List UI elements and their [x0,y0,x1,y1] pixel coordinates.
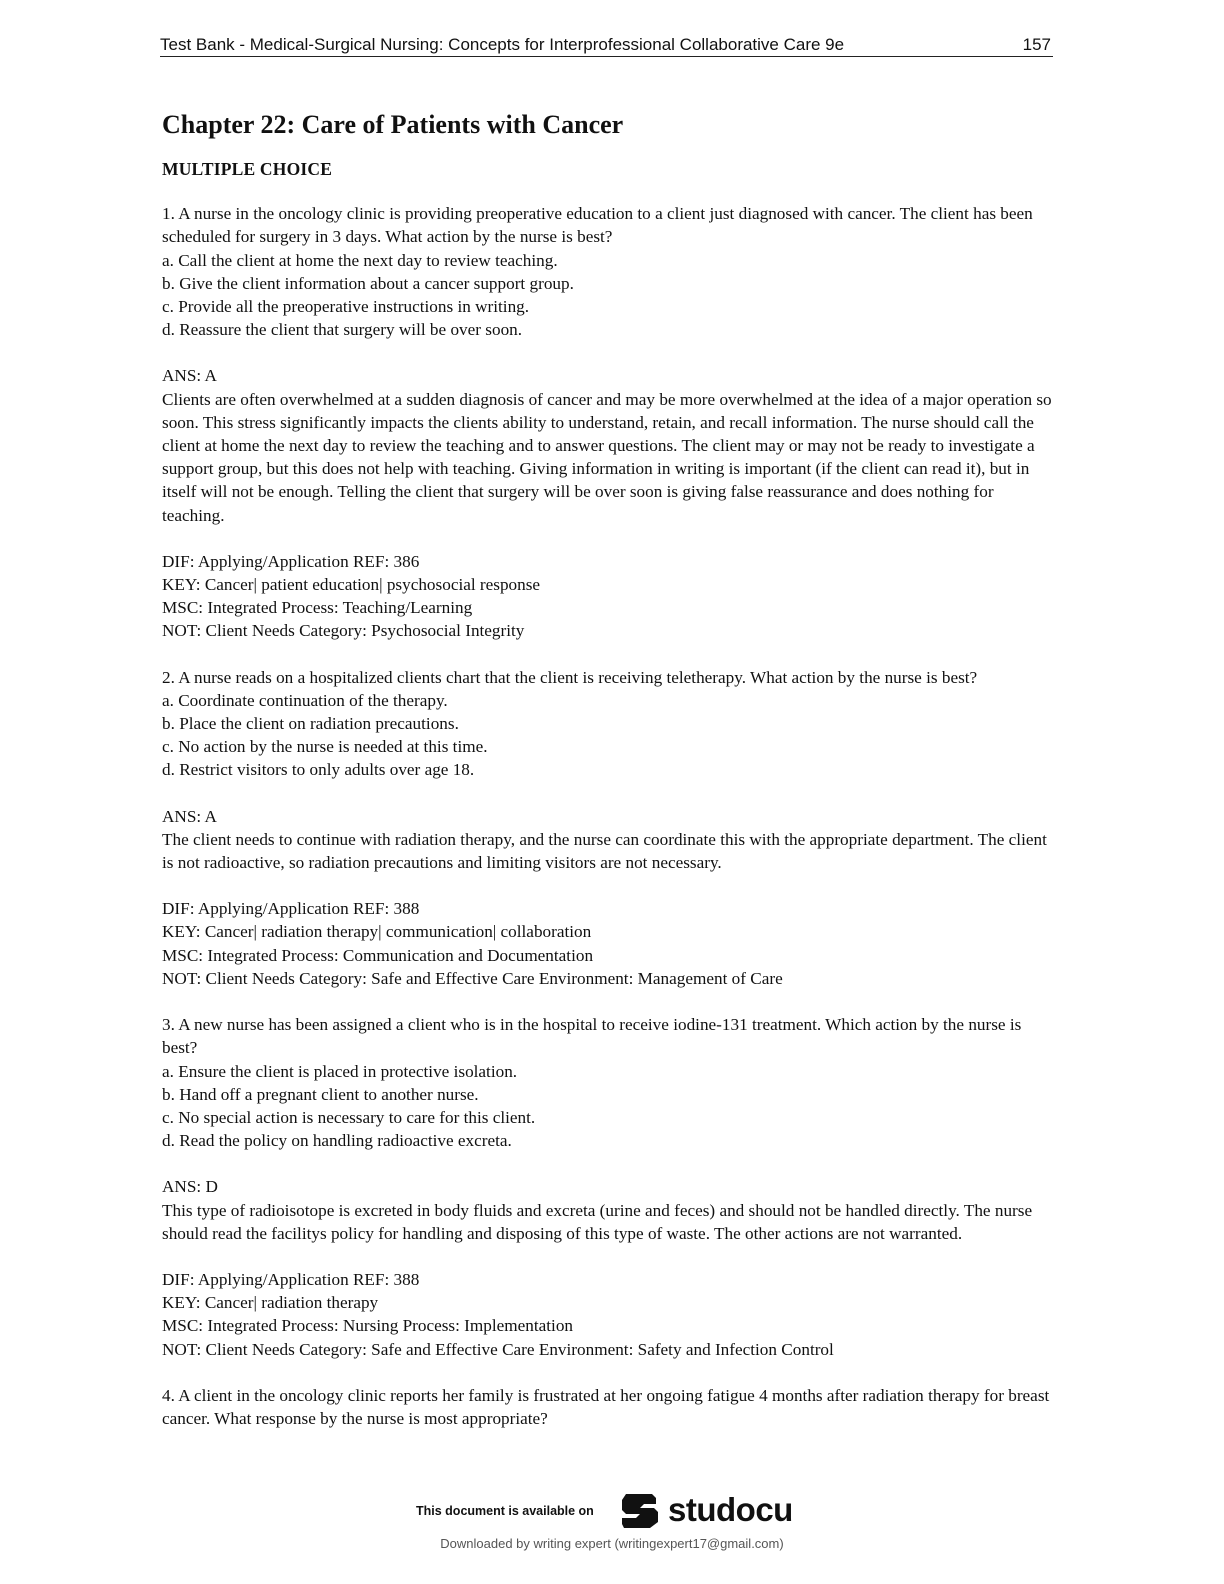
studocu-logo[interactable] [618,1490,793,1530]
difficulty-line: DIF: Applying/Application REF: 388 [162,899,420,919]
question-4 [162,1384,1058,1430]
question-stem: 1. A nurse in the oncology clinic is providing preoperative education to a client just diagnosed with cancer. The client has been scheduled for surgery in 3 days. What action by the nurse is best? [162,204,1033,247]
rationale: The client needs to continue with radiation therapy, and the nurse can coordinate this with the appropriate department. The client is not radioactive, so radiation precautions and limiting visitors are not necessary. [162,829,1047,873]
chapter-title: Chapter 22: Care of Patients with Cancer [162,110,624,139]
client-needs-line: NOT: Client Needs Category: Safe and Effective Care Environment: Management of Care [162,968,783,988]
answer-option: d. Read the policy on handling radioactive excreta. [162,1131,512,1151]
question-metadata [162,897,1058,990]
msc-line: MSC: Integrated Process: Teaching/Learning [162,598,473,618]
downloaded-by-text: Downloaded by writing expert (writingexpert17@gmail.com) [440,1536,784,1551]
keywords-line: KEY: Cancer| radiation therapy| communication| collaboration [162,922,592,942]
answer-label: ANS: A [162,806,217,826]
keywords-line: KEY: Cancer| patient education| psychosocial response [162,575,541,595]
answer-option: a. Call the client at home the next day to review teaching. [162,250,558,270]
question-2 [162,666,1058,990]
page-footer [0,1484,1224,1584]
studocu-wordmark: studocu [668,1491,793,1528]
answer-option: c. No special action is necessary to care for this client. [162,1107,536,1127]
answer-option: c. No action by the nurse is needed at this time. [162,737,488,757]
keywords-line: KEY: Cancer| radiation therapy [162,1293,379,1313]
msc-line: MSC: Integrated Process: Nursing Process: Implementation [162,1316,574,1336]
question-stem: 3. A new nurse has been assigned a client who is in the hospital to receive iodine-131 treatment. Which action by the nurse is best? [162,1015,1022,1058]
answer-block [162,805,1058,875]
page-header [160,34,1053,57]
difficulty-line: DIF: Applying/Application REF: 386 [162,551,420,571]
rationale: Clients are often overwhelmed at a sudden diagnosis of cancer and may be more overwhelmed at the idea of a major operation so soon. This stress significantly impacts the clients ability to understand, retain, and recall information. The nurse should call the client at home the next day to review the teaching and to answer questions. The client may or may not be ready to investigate a support group, but this does not help with teaching. Giving information in writing is important (if the client can read it), but in itself will not be enough. Telling the client that surgery will be over soon is giving false reassurance and does nothing for teaching. [162,389,1052,525]
answer-block [162,364,1058,526]
answer-option: b. Give the client information about a cancer support group. [162,273,574,293]
section-heading: MULTIPLE CHOICE [162,159,333,179]
answer-label: ANS: D [162,1177,218,1197]
question-1 [162,202,1058,642]
answer-option: d. Restrict visitors to only adults over age 18. [162,760,475,780]
answer-option: b. Place the client on radiation precautions. [162,714,459,734]
question-3 [162,1013,1058,1361]
question-stem: 2. A nurse reads on a hospitalized clients chart that the client is receiving teletherapy. What action by the nurse is best? [162,667,978,687]
answer-label: ANS: A [162,366,217,386]
page-number: 157 [1022,35,1051,54]
document-title: Test Bank - Medical-Surgical Nursing: Concepts for Interprofessional Collaborative Care 9e [160,35,845,54]
answer-option: a. Coordinate continuation of the therapy. [162,690,448,710]
answer-option: d. Reassure the client that surgery will be over soon. [162,320,523,340]
msc-line: MSC: Integrated Process: Communication and Documentation [162,945,594,965]
rationale: This type of radioisotope is excreted in body fluids and excreta (urine and feces) and should not be handled directly. The nurse should read the facilitys policy for handling and disposing of this type of waste. The other actions are not warranted. [162,1200,1033,1243]
question-metadata [162,550,1058,643]
client-needs-line: NOT: Client Needs Category: Safe and Effective Care Environment: Safety and Infection Control [162,1339,834,1359]
page-content [162,110,1058,1430]
answer-block [162,1175,1058,1245]
studocu-logo-icon [618,1490,662,1530]
client-needs-line: NOT: Client Needs Category: Psychosocial Integrity [162,621,525,641]
question-stem: 4. A client in the oncology clinic reports her family is frustrated at her ongoing fatigue 4 months after radiation therapy for breast cancer. What response by the nurse is most appropriate? [162,1385,1050,1428]
answer-option: b. Hand off a pregnant client to another nurse. [162,1084,479,1104]
answer-option: a. Ensure the client is placed in protective isolation. [162,1061,518,1081]
available-on-text: This document is available on [416,1504,594,1518]
difficulty-line: DIF: Applying/Application REF: 388 [162,1269,420,1289]
question-metadata [162,1268,1058,1361]
answer-option: c. Provide all the preoperative instructions in writing. [162,297,530,317]
